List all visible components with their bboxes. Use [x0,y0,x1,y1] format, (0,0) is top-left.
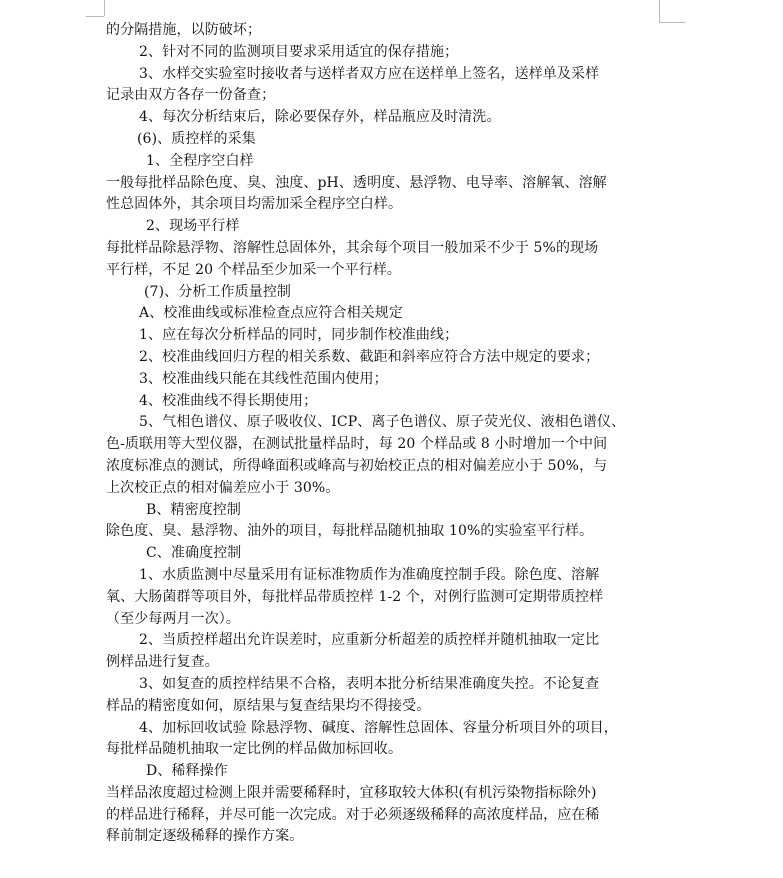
text-line: C、准确度控制 [146,545,242,562]
text-line: (7)、分析工作质量控制 [144,283,292,300]
text-line: 样品的精密度如何，原结果与复查结果均不得接受。 [106,697,431,714]
text-line: 1、水质监测中尽量采用有证标准物质作为准确度控制手段。除色度、溶解 [139,566,600,583]
document-body [106,20,668,848]
text-line: 2、现场平行样 [146,218,240,235]
text-line: 除色度、臭、悬浮物、油外的项目，每批样品随机抽取 10%的实验室平行样。 [106,523,594,540]
text-line: （至少每两月一次）。 [106,610,240,627]
text-line: 的样品进行稀释，并尽可能一次完成。对于必须逐级稀释的高浓度样品，应在稀 [106,806,600,823]
text-line: 3、如复查的质控样结果不合格，表明本批分析结果准确度失控。不论复查 [139,675,600,692]
text-line: B、精密度控制 [146,501,241,518]
text-line: 例样品进行复查。 [106,654,219,671]
crop-mark-top-left [86,16,104,17]
text-line: 4、每次分析结束后，除必要保存外，样品瓶应及时清洗。 [139,109,501,126]
text-line: 色-质联用等大型仪器，在测试批量样品时，每 20 个样品或 8 小时增加一个中间 [106,436,608,453]
text-line: 1、全程序空白样 [146,152,254,169]
text-line: 3、校准曲线只能在其线性范围内使用； [139,370,388,387]
crop-mark-top-left [104,0,105,16]
text-line: D、稀释操作 [146,763,228,780]
text-line: 2、校准曲线回归方程的相关系数、截距和斜率应符合方法中规定的要求； [139,348,600,365]
text-line: 5、气相色谱仪、原子吸收仪、ICP、离子色谱仪、原子荧光仪、液相色谱仪、 [139,414,626,431]
text-line: A、校准曲线或标准检查点应符合相关规定 [139,305,404,322]
text-line: 氧、大肠菌群等项目外，每批样品带质控样 1-2 个，对例行监测可定期带质控样 [106,588,604,605]
text-line: 释前制定逐级稀释的操作方案。 [106,828,304,845]
text-line: 浓度标准点的测试，所得峰面积或峰高与初始校正点的相对偏差应小于 50%，与 [106,457,608,474]
text-line: 平行样，不足 20 个样品至少加采一个平行样。 [106,261,402,278]
text-line: 记录由双方各存一份备查； [106,87,276,104]
text-line: 性总固体外，其余项目均需加采全程序空白样。 [106,196,403,213]
text-line: 一般每批样品除色度、臭、浊度、pH、透明度、悬浮物、电导率、溶解氧、溶解 [106,174,607,191]
text-line: 每批样品除悬浮物、溶解性总固体外，其余每个项目一般加采不少于 5%的现场 [106,239,599,256]
crop-mark-top-right [659,0,660,22]
text-line: 3、水样交实验室时接收者与送样者双方应在送样单上签名，送样单及采样 [139,65,600,82]
text-line: 当样品浓度超过检测上限并需要稀释时，宜移取较大体积(有机污染物指标除外) [106,784,597,801]
text-line: 上次校正点的相对偏差应小于 30%。 [106,479,340,496]
text-line: 4、校准曲线不得长期使用； [139,392,318,409]
text-line: 每批样品随机抽取一定比例的样品做加标回收。 [106,741,403,758]
text-line: 4、加标回收试验 除悬浮物、碱度、溶解性总固体、容量分析项目外的项目， [139,719,618,736]
text-line: 2、针对不同的监测项目要求采用适宜的保存措施； [139,43,459,60]
text-line: 1、应在每次分析样品的同时，同步制作校准曲线； [139,327,459,344]
text-line: 的分隔措施，以防破坏； [106,22,262,38]
text-line: 2、当质控样超出允许误差时，应重新分析超差的质控样并随机抽取一定比 [139,632,600,649]
text-line: (6)、质控样的采集 [137,130,256,147]
